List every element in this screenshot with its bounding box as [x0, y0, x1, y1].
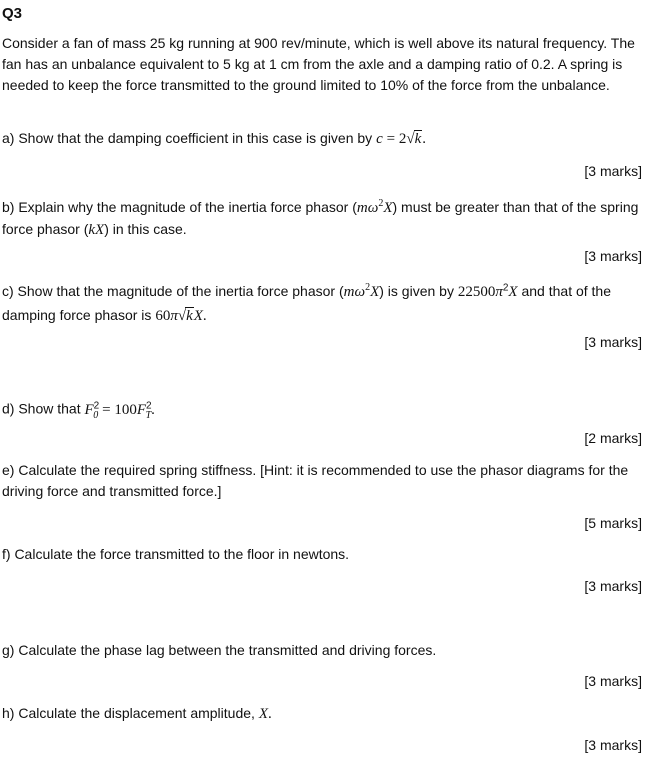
part-b-text-2: ) must be greater than that of the spring force phasor ( — [2, 199, 639, 237]
formula-spring: kX — [88, 222, 105, 238]
part-d-marks: [2 marks] — [584, 430, 642, 446]
part-a-marks: [3 marks] — [584, 163, 642, 179]
part-c-text-2: ) is given by — [379, 283, 454, 299]
part-g-marks: [3 marks] — [584, 673, 642, 689]
formula-inertia: $m\omega^2X$ — [356, 198, 393, 216]
part-c-text-1: c) Show that the magnitude of the inertia force phasor ( — [2, 283, 344, 299]
formula-60pi: 60π√kX. — [155, 308, 207, 324]
part-e-text: e) Calculate the required spring stiffness. [Hint: it is recommended to use the phasor diagrams for the driving force and transmitted force.] — [2, 462, 629, 499]
formula-x: X. — [258, 706, 272, 722]
part-h-marks: [3 marks] — [584, 737, 642, 753]
formula-22500: $22500\pi^2X$ — [457, 282, 518, 300]
part-a-text: a) Show that the damping coefficient in this case is given by — [2, 130, 373, 146]
formula-inertia-c: $m\omega^2X$ — [343, 282, 380, 300]
part-b-text-3: ) in this case. — [104, 221, 187, 237]
formula-f0-ft: $F^2_0 = 100F^2_T$. — [84, 400, 155, 421]
formula-c: c = 2√k. — [376, 131, 427, 147]
part-c-text-3: and that of the damping force phasor is — [2, 283, 612, 323]
part-b — [2, 193, 642, 241]
question-heading: Q3 — [2, 5, 23, 22]
part-f-text: f) Calculate the force transmitted to the floor in newtons. — [2, 546, 350, 562]
part-c-marks: [3 marks] — [584, 334, 642, 350]
part-b-marks: [3 marks] — [584, 248, 642, 264]
part-d-text: d) Show that — [2, 400, 81, 417]
part-a — [2, 128, 642, 150]
part-h — [2, 703, 642, 725]
part-f-marks: [3 marks] — [584, 578, 642, 594]
part-e-marks: [5 marks] — [584, 515, 642, 531]
part-c — [2, 276, 642, 328]
part-d — [2, 395, 642, 422]
intro-paragraph: Consider a fan of mass 25 kg running at 900 rev/minute, which is well above its natural frequency. The fan has an unbalance equivalent to 5 kg at 1 cm from the axle and a damping ratio of 0.2. A spring is needed to keep the force transmitted to the ground limited to 10% of the force from the unbalance. — [2, 35, 635, 93]
part-b-text-1: b) Explain why the magnitude of the inertia force phasor ( — [2, 199, 357, 215]
part-g-text: g) Calculate the phase lag between the transmitted and driving forces. — [2, 642, 437, 658]
part-h-text: h) Calculate the displacement amplitude, — [2, 705, 255, 721]
